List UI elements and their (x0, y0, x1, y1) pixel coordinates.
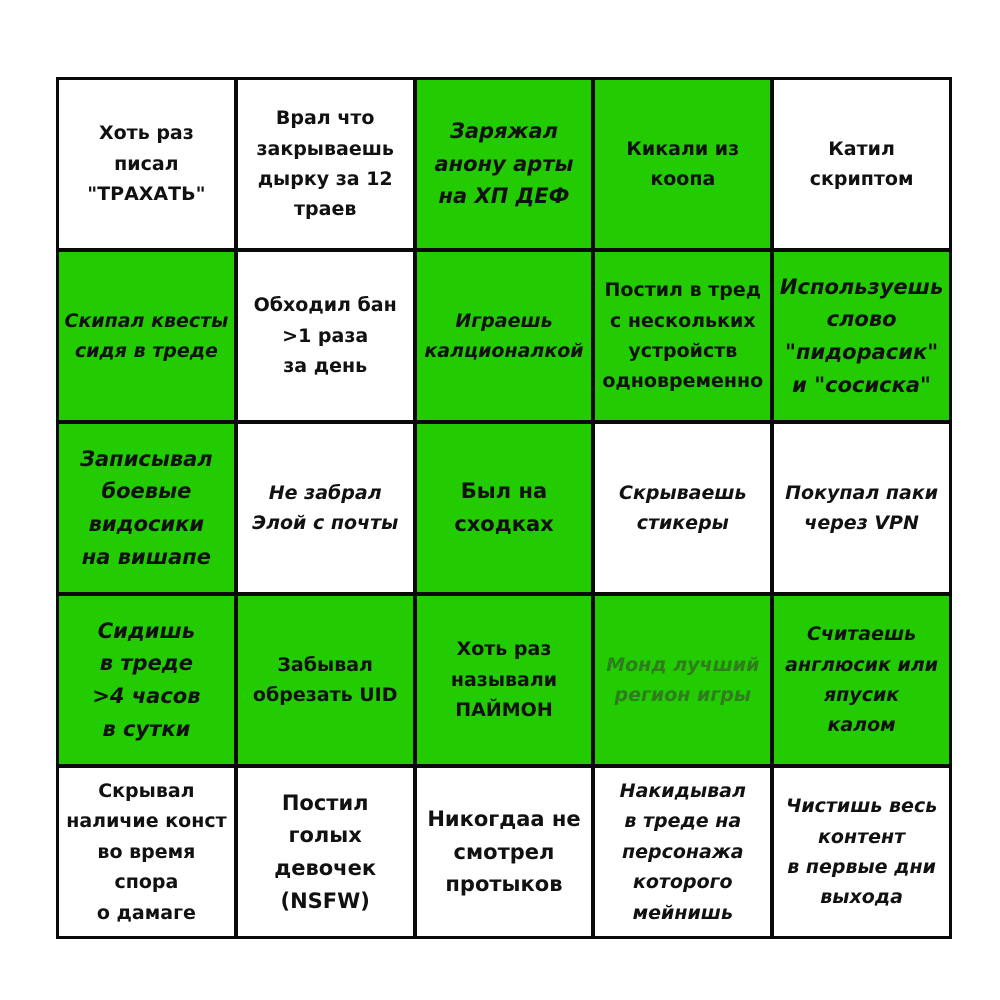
bingo-cell (595, 252, 770, 420)
bingo-cell (595, 768, 770, 936)
cell-text: Никогдаа не смотрел протыков (427, 807, 581, 897)
bingo-cell (774, 252, 949, 420)
bingo-cell (595, 80, 770, 248)
bingo-cell (238, 80, 413, 248)
cell-text: Скипал квесты сидя в треде (64, 309, 229, 362)
cell-text: Играешь калционалкой (424, 309, 584, 362)
cell-text: Покупал паки через VPN (785, 481, 939, 534)
cell-text: Считаешь англюсик или япусик калом (785, 623, 939, 737)
cell-text: Не забрал Элой с почты (252, 481, 399, 534)
cell-text: Скрываешь стикеры (619, 481, 747, 534)
bingo-cell (59, 80, 234, 248)
bingo-cell (417, 596, 592, 764)
cell-text: Сидишь в треде >4 часов в сутки (92, 618, 201, 741)
bingo-cell (238, 768, 413, 936)
bingo-cell (59, 768, 234, 936)
cell-text: Заряжал анону арты на ХП ДЕФ (434, 119, 574, 209)
bingo-cell (417, 252, 592, 420)
bingo-cell (417, 768, 592, 936)
cell-text: Чистишь весь контент в первые дни выхода (785, 795, 938, 909)
cell-text: Обходил бан >1 раза за день (253, 294, 397, 378)
bingo-cell (417, 80, 592, 248)
bingo-cell (59, 596, 234, 764)
bingo-cell (238, 596, 413, 764)
bingo-cell (774, 596, 949, 764)
bingo-cell (774, 768, 949, 936)
cell-text: Кикали из коопа (626, 137, 740, 190)
bingo-cell (417, 424, 592, 592)
bingo-cell (238, 424, 413, 592)
bingo-cell (774, 80, 949, 248)
cell-text: Постил голых девочек (NSFW) (274, 790, 377, 913)
bingo-cell (595, 424, 770, 592)
cell-text: Был на сходках (454, 479, 554, 536)
cell-text: Монд лучший регион игры (606, 653, 760, 706)
cell-text: Катил скриптом (809, 137, 914, 190)
cell-text: Накидывал в треде на персонажа которого мейнишь (619, 780, 746, 924)
cell-text: Скрывал наличие конст во время спора о дамаге (66, 780, 227, 924)
bingo-cell (595, 596, 770, 764)
bingo-cell (59, 252, 234, 420)
cell-text: Хоть раз называли ПАЙМОН (450, 638, 558, 722)
cell-text: Используешь слово "пидорасик" и "сосиска" (779, 274, 944, 397)
bingo-cell (774, 424, 949, 592)
cell-text: Хоть раз писал "ТРАХАТЬ" (87, 122, 206, 206)
bingo-board (56, 77, 952, 939)
bingo-cell (59, 424, 234, 592)
cell-text: Забывал обрезать UID (252, 653, 398, 706)
cell-text: Записывал боевые видосики на вишапе (80, 446, 213, 569)
bingo-cell (238, 252, 413, 420)
cell-text: Постил в тред с нескольких устройств одновременно (602, 279, 764, 393)
cell-text: Врал что закрываешь дырку за 12 траев (256, 107, 394, 221)
